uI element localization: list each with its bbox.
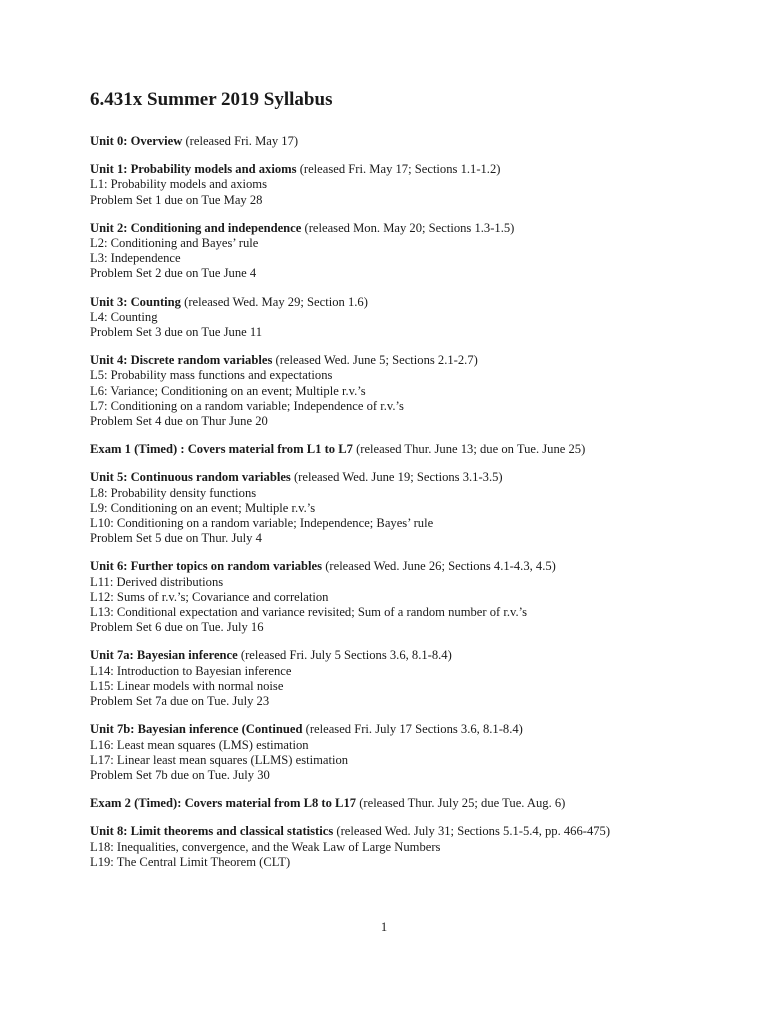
syllabus-sections [90,134,730,870]
section-item: L2: Conditioning and Bayes’ rule [90,236,259,251]
section-item: L13: Conditional expectation and variance revisited; Sum of a random number of r.v.’s [90,605,528,620]
syllabus-section [90,134,730,149]
section-item: L3: Independence [90,251,181,266]
syllabus-page [90,88,730,883]
section-item: L12: Sums of r.v.’s; Covariance and correlation [90,589,329,604]
section-item: Problem Set 2 due on Tue June 4 [90,266,257,281]
syllabus-section [90,162,730,208]
syllabus-section [90,470,730,546]
section-heading-details: (released Thur. July 25; due Tue. Aug. 6) [356,796,566,811]
section-heading-title: Unit 0: Overview [90,134,183,148]
section-heading-details: (released Fri. May 17; Sections 1.1-1.2) [296,162,501,177]
section-heading [90,470,730,485]
syllabus-section [90,221,730,282]
section-heading-title: Unit 6: Further topics on random variables [90,559,323,574]
section-item: L14: Introduction to Bayesian inference [90,663,292,678]
section-heading-details: (released Wed. June 5; Sections 2.1-2.7) [272,353,478,368]
section-heading [90,559,730,574]
syllabus-section [90,295,730,341]
section-item: L15: Linear models with normal noise [90,678,284,693]
section-heading-title: Unit 7b: Bayesian inference (Continued [90,722,303,737]
section-heading [90,796,730,811]
section-heading [90,162,730,177]
section-item: Problem Set 5 due on Thur. July 4 [90,531,262,546]
syllabus-section [90,824,730,870]
section-item: L6: Variance; Conditioning on an event; Multiple r.v.’s [90,383,366,398]
section-item: L5: Probability mass functions and expectations [90,368,333,383]
syllabus-section [90,648,730,709]
section-heading-title: Unit 1: Probability models and axioms [90,162,297,177]
syllabus-section [90,722,730,783]
section-heading-title: Unit 4: Discrete random variables [90,353,273,368]
section-heading-title: Unit 5: Continuous random variables [90,470,291,485]
section-item: L18: Inequalities, convergence, and the Weak Law of Large Numbers [90,839,441,854]
section-heading [90,353,730,368]
section-heading-title: Unit 3: Counting [90,294,181,309]
section-heading [90,221,730,236]
section-heading [90,295,730,310]
section-heading [90,134,730,149]
section-heading-details: (released Wed. June 26; Sections 4.1-4.3, 4.5) [322,559,556,574]
section-heading-title: Unit 7a: Bayesian inference [90,648,238,663]
section-item: L1: Probability models and axioms [90,177,267,192]
section-item: L8: Probability density functions [90,485,257,500]
syllabus-section [90,353,730,429]
section-heading-title: Exam 2 (Timed): Covers material from L8 to L17 [90,796,357,811]
page-number: 1 [380,920,388,934]
section-heading [90,442,730,457]
section-item: Problem Set 7a due on Tue. July 23 [90,694,270,709]
section-heading-details: (released Fri. July 5 Sections 3.6, 8.1-8.4) [237,648,452,663]
section-item: Problem Set 1 due on Tue May 28 [90,192,263,207]
section-item: Problem Set 3 due on Tue June 11 [90,325,263,340]
section-heading [90,824,730,839]
section-heading-details: (released Wed. June 19; Sections 3.1-3.5) [290,470,503,485]
section-item: L17: Linear least mean squares (LLMS) estimation [90,752,349,767]
section-item: Problem Set 6 due on Tue. July 16 [90,620,264,635]
syllabus-section [90,796,730,811]
section-heading-details: (released Fri. July 17 Sections 3.6, 8.1-8.4) [302,722,523,737]
section-heading-details: (released Mon. May 20; Sections 1.3-1.5) [301,220,515,235]
section-heading-details: (released Wed. May 29; Section 1.6) [180,294,368,309]
section-item: L4: Counting [90,309,158,324]
syllabus-section [90,559,730,635]
section-item: Problem Set 4 due on Thur June 20 [90,414,268,429]
section-heading-details: (released Wed. July 31; Sections 5.1-5.4, pp. 466-475) [333,824,611,839]
page-title: 6.431x Summer 2019 Syllabus [90,89,333,110]
section-heading [90,722,730,737]
section-item: L16: Least mean squares (LMS) estimation [90,737,309,752]
section-item: L7: Conditioning on a random variable; Independence of r.v.’s [90,398,404,413]
section-heading-title: Exam 1 (Timed) : Covers material from L1 to L7 [90,442,353,457]
section-heading-details: (released Thur. June 13; due on Tue. June 25) [352,442,586,457]
syllabus-section [90,442,730,457]
section-item: L10: Conditioning on a random variable; Independence; Bayes’ rule [90,516,434,531]
section-heading-details: (released Fri. May 17) [182,134,299,148]
section-heading-title: Unit 8: Limit theorems and classical statistics [90,824,334,839]
section-item: Problem Set 7b due on Tue. July 30 [90,767,270,782]
section-item: L9: Conditioning on an event; Multiple r.v.’s [90,500,316,515]
section-item: L19: The Central Limit Theorem (CLT) [90,854,291,869]
section-heading-title: Unit 2: Conditioning and independence [90,220,302,235]
section-heading [90,648,730,663]
section-item: L11: Derived distributions [90,574,224,589]
